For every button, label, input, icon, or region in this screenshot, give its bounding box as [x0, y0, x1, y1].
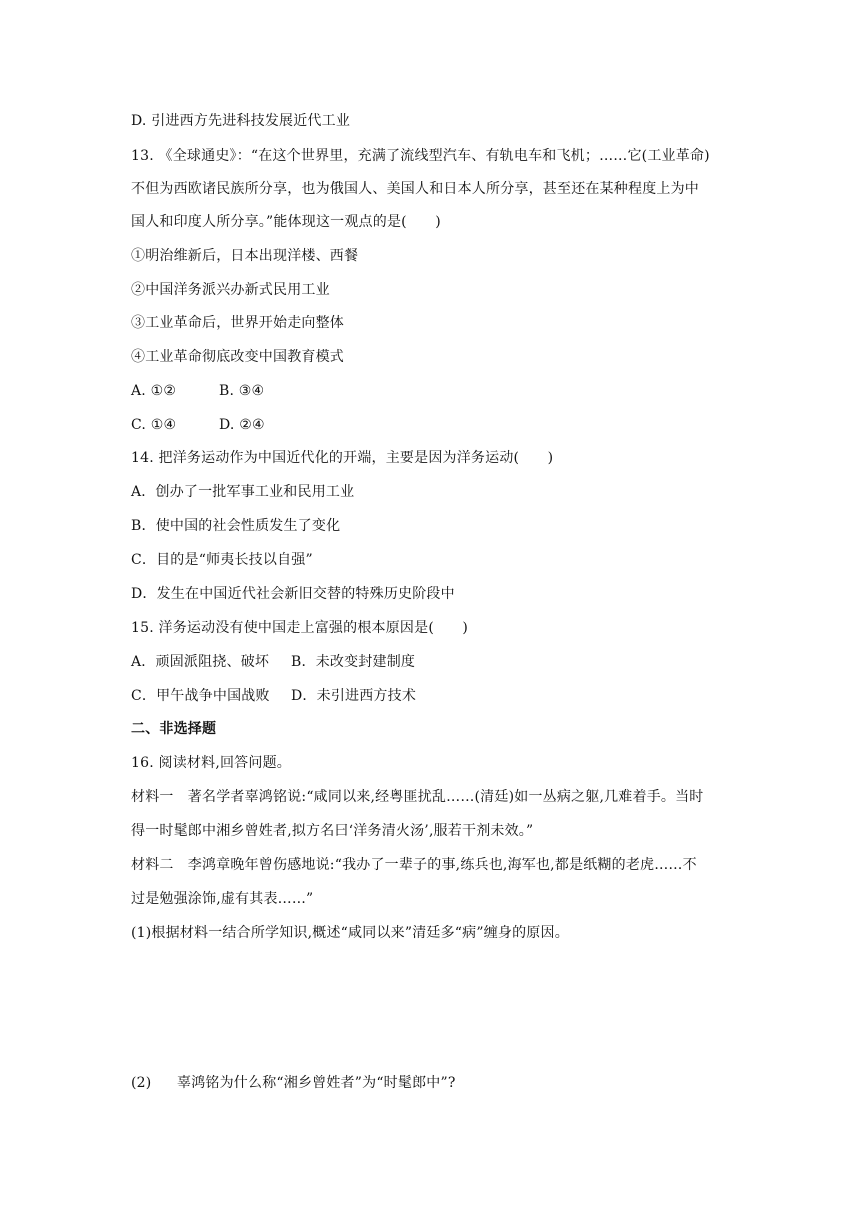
q13-option-d: D. ②④ [219, 417, 265, 433]
material-2-line1: 材料二 李鸿章晚年曾伤感地说:“我办了一辈子的事,练兵也,海军也,都是纸糊的老虎……不 [131, 857, 697, 873]
material-2-line2: 过是勉强涂饰,虚有其表……” [131, 891, 314, 907]
q15-options-row2 [131, 686, 750, 706]
q13-statement-1: ①明治维新后，日本出现洋楼、西餐 [131, 248, 359, 264]
q15-option-b: B．未改变封建制度 [291, 654, 416, 670]
q16-subquestion-1: (1)根据材料一结合所学知识,概述“咸同以来”清廷多“病”缠身的原因。 [131, 925, 569, 941]
q13-option-c: C. ①④ [131, 417, 177, 433]
material-1-line1: 材料一 著名学者辜鸿铭说:“咸同以来,经粤匪扰乱……(清廷)如一丛病之躯,几难着手。当时 [131, 789, 704, 805]
q15-option-d: D．未引进西方技术 [291, 688, 417, 704]
q13-stem-line3: 国人和印度人所分享。”能体现这一观点的是( ) [131, 214, 441, 230]
q13-option-b: B. ③④ [219, 383, 265, 399]
q13-statement-3: ③工业革命后，世界开始走向整体 [131, 315, 344, 331]
q16-subquestion-2-text: 辜鸿铭为什么称“湘乡曾姓者”为“时髦郎中”? [177, 1075, 456, 1091]
q15-option-c: C．甲午战争中国战败 [131, 688, 270, 704]
q14-option-d: D．发生在中国近代社会新旧交替的特殊历史阶段中 [131, 586, 455, 602]
q14-option-a: A．创办了一批军事工业和民用工业 [131, 484, 355, 500]
q14-option-c: C．目的是“师夷长技以自强” [131, 552, 313, 568]
q12-option-d: D. 引进西方先进科技发展近代工业 [131, 113, 351, 129]
q13-stem-line2: 不但为西欧诸民族所分享，也为俄国人、美国人和日本人所分享，甚至还在某种程度上为中 [131, 181, 699, 197]
q16-subquestion-2 [131, 1073, 750, 1093]
q15-stem: 15. 洋务运动没有使中国走上富强的根本原因是( ) [131, 620, 469, 636]
q13-statement-4: ④工业革命彻底改变中国教育模式 [131, 349, 344, 365]
q16-subquestion-2-number: (2) [131, 1075, 152, 1091]
q13-options-row2 [131, 415, 750, 435]
q16-stem: 16. 阅读材料,回答问题。 [131, 755, 291, 771]
q13-statement-2: ②中国洋务派兴办新式民用工业 [131, 282, 330, 298]
q15-option-a: A．顽固派阻挠、破坏 [131, 654, 270, 670]
section-heading: 二、非选择题 [131, 721, 217, 737]
material-1-line2: 得一时髦郎中湘乡曾姓者,拟方名曰‘洋务清火汤’,服若干剂未效。” [131, 823, 534, 839]
q14-option-b: B．使中国的社会性质发生了变化 [131, 518, 341, 534]
q13-options-row1 [131, 381, 750, 401]
q14-stem: 14. 把洋务运动作为中国近代化的开端，主要是因为洋务运动( ) [131, 450, 554, 466]
q13-stem-line1: 13. 《全球通史》：“在这个世界里，充满了流线型汽车、有轨电车和飞机；……它(工业革命) [131, 148, 710, 164]
q13-option-a: A. ①② [131, 383, 177, 399]
q15-options-row1 [131, 652, 750, 672]
